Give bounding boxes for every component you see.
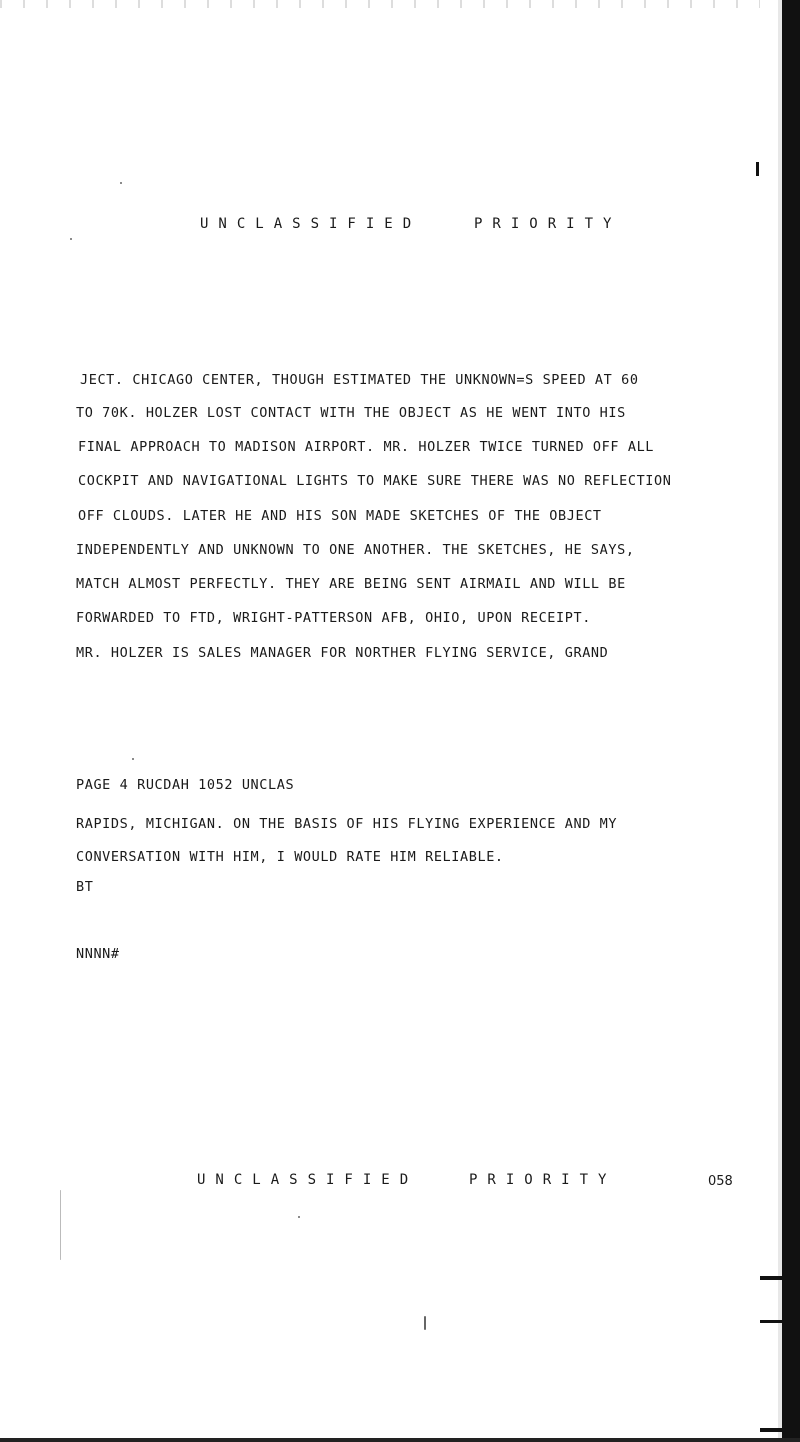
margin-tick-mark — [756, 162, 759, 176]
body-line: TO 70K. HOLZER LOST CONTACT WITH THE OBJECT AS HE WENT INTO HIS — [76, 405, 626, 421]
edge-tab-mark — [760, 1320, 784, 1323]
header-precedence: PRIORITY — [474, 216, 622, 232]
break-marker: BT — [76, 879, 94, 895]
body-line: MR. HOLZER IS SALES MANAGER FOR NORTHER FLYING SERVICE, GRAND — [76, 645, 609, 661]
body-line: INDEPENDENTLY AND UNKNOWN TO ONE ANOTHER. THE SKETCHES, HE SAYS, — [76, 542, 635, 558]
body-line: FINAL APPROACH TO MADISON AIRPORT. MR. HOLZER TWICE TURNED OFF ALL — [78, 439, 655, 455]
footer-precedence: PRIORITY — [469, 1172, 617, 1188]
body-line: COCKPIT AND NAVIGATIONAL LIGHTS TO MAKE SURE THERE WAS NO REFLECTION — [78, 473, 672, 489]
footer-classification: UNCLASSIFIED — [197, 1172, 419, 1188]
body-line: JECT. CHICAGO CENTER, THOUGH ESTIMATED THE UNKNOWN=S SPEED AT 60 — [80, 372, 639, 388]
body-line: FORWARDED TO FTD, WRIGHT-PATTERSON AFB, OHIO, UPON RECEIPT. — [76, 610, 591, 626]
body-line: OFF CLOUDS. LATER HE AND HIS SON MADE SKETCHES OF THE OBJECT — [78, 508, 602, 524]
end-of-message-marker: NNNN# — [76, 946, 120, 962]
page-header-line: PAGE 4 RUCDAH 1052 UNCLAS — [76, 777, 295, 793]
page-number: 058 — [708, 1174, 733, 1189]
scan-right-edge — [782, 0, 800, 1442]
header-classification: UNCLASSIFIED — [200, 216, 422, 232]
continuation-line: CONVERSATION WITH HIM, I WOULD RATE HIM RELIABLE. — [76, 849, 504, 865]
continuation-line: RAPIDS, MICHIGAN. ON THE BASIS OF HIS FLYING EXPERIENCE AND MY — [76, 816, 618, 832]
scan-noise-top — [0, 0, 760, 8]
scan-bottom-edge — [0, 1438, 800, 1442]
body-line: MATCH ALMOST PERFECTLY. THEY ARE BEING SENT AIRMAIL AND WILL BE — [76, 576, 626, 592]
edge-tab-mark — [760, 1276, 784, 1280]
edge-tab-mark — [760, 1428, 784, 1432]
